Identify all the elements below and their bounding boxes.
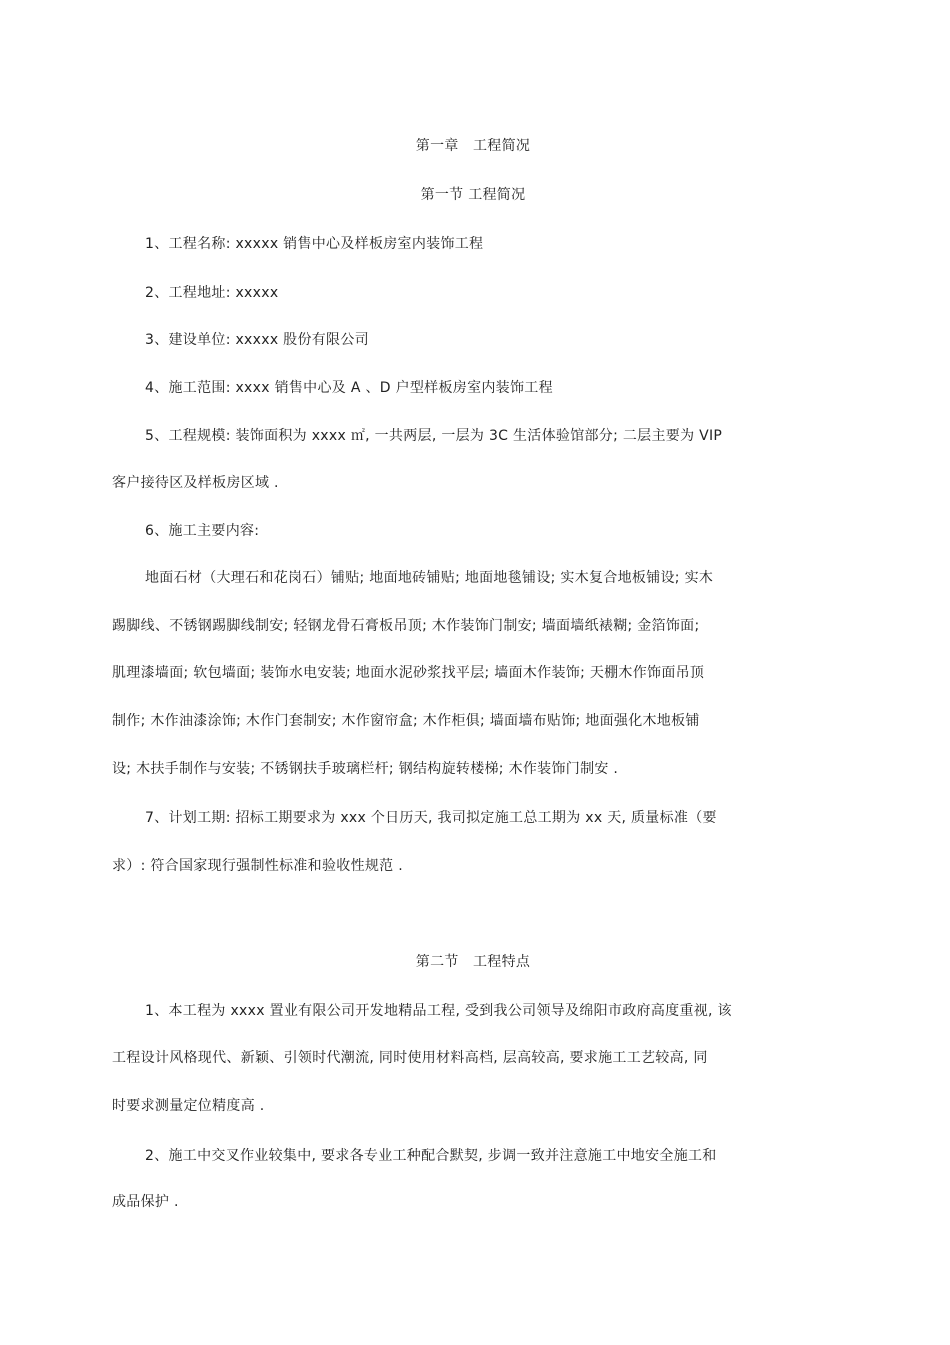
feature1-line: 工程设计风格现代、新颖、引领时代潮流, 同时使用材料高档, 层高较高, 要求施工工艺较高, 同 [112,1050,708,1066]
schedule-line1: 7、计划工期: 招标工期要求为 xxx 个日历天, 我司拟定施工总工期为 xx 天, 质量标准（要 [145,810,717,826]
main-content-line: 设; 木扶手制作与安装; 不锈钢扶手玻璃栏杆; 钢结构旋转楼梯; 木作装饰门制安 . [112,761,619,777]
main-content-line: 制作; 木作油漆涂饰; 木作门套制安; 木作窗帘盒; 木作柜俱; 墙面墙布贴饰; 地面强化木地板铺 [112,713,700,729]
project-scale-line2: 客户接待区及样板房区域 . [112,475,279,491]
construction-scope: 4、施工范围: xxxx 销售中心及 A 、D 户型样板房室内装饰工程 [145,380,553,396]
feature1-line: 时要求测量定位精度高 . [112,1098,265,1114]
main-content-line: 地面石材（大理石和花岗石）铺贴; 地面地砖铺贴; 地面地毯铺设; 实木复合地板铺设; 实木 [145,570,714,586]
section1-title: 第一节 工程简况 [420,187,526,203]
project-name: 1、工程名称: xxxxx 销售中心及样板房室内装饰工程 [145,236,484,252]
project-scale-line1: 5、工程规模: 装饰面积为 xxxx ㎡, 一共两层, 一层为 3C 生活体验馆部分; 二层主要为 VIP [145,428,723,444]
section2-title: 第二节 工程特点 [415,954,531,970]
feature2-line: 2、施工中交叉作业较集中, 要求各专业工种配合默契, 步调一致并注意施工中地安全施工和 [145,1148,717,1164]
project-address: 2、工程地址: xxxxx [145,285,279,301]
construction-unit: 3、建设单位: xxxxx 股份有限公司 [145,332,369,348]
feature2-line: 成品保护 . [112,1194,179,1210]
chapter-title: 第一章 工程简况 [415,138,531,154]
feature1-line: 1、本工程为 xxxx 置业有限公司开发地精品工程, 受到我公司领导及绵阳市政府高度重视, 该 [145,1003,732,1019]
main-content-label: 6、施工主要内容: [145,523,260,539]
main-content-line: 肌理漆墙面; 软包墙面; 装饰水电安装; 地面水泥砂浆找平层; 墙面木作装饰; 天棚木作饰面吊顶 [112,665,705,681]
schedule-line2: 求）: 符合国家现行强制性标准和验收性规范 . [112,858,403,874]
main-content-line: 踢脚线、不锈钢踢脚线制安; 轻钢龙骨石膏板吊顶; 木作装饰门制安; 墙面墙纸裱糊; 金箔饰面; [112,618,700,634]
